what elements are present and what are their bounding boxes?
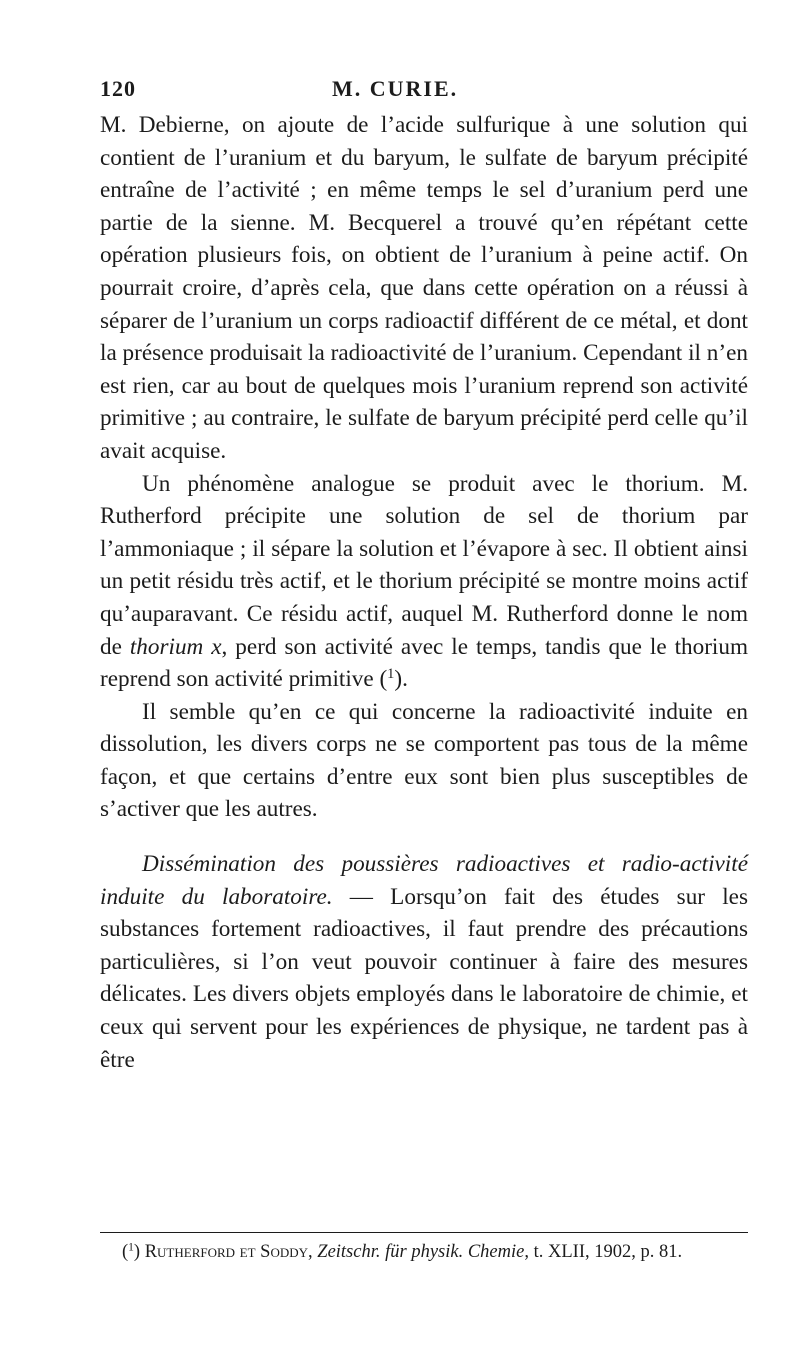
footnote-journal: Zeitschr. für physik. Chemie bbox=[317, 1242, 525, 1262]
paragraph-2 bbox=[100, 468, 748, 696]
footnote-text: ($^1$) Rutherford et Soddy, Zeitschr. für physik. Chemie, t. XLII, 1902, p. 81. bbox=[122, 1241, 683, 1262]
footnote-details: , t. XLII, 1902, p. 81. bbox=[524, 1242, 683, 1262]
paragraph-4 bbox=[100, 848, 748, 1076]
footnote bbox=[100, 1240, 748, 1265]
section-gap bbox=[100, 826, 748, 848]
footnote-authors: Rutherford et Soddy bbox=[144, 1242, 309, 1262]
paragraph-1: M. Debierne, on ajoute de l’acide sulfurique à une solution qui contient de l’uranium et du baryum, le sulfate de baryum précipité entraîne de l’activité ; en même temps le sel d’uranium perd une partie de la sienne. M. Becquerel a trouvé qu’en répétant cette opération plusieurs fois, on obtient de l’uranium à peine actif. On pourrait croire, d’après cela, que dans cette opération on a réussi à séparer de l’uranium un corps radioactif différent de ce métal, et dont la présence produisait la radioactivité de l’uranium. Cependant il n’en est rien, car au bout de quelques mois l’uranium reprend son activité primitive ; au contraire, le sulfate de baryum précipité perd celle qu’il avait acquise. bbox=[100, 112, 748, 464]
page-header bbox=[100, 76, 740, 106]
paragraph-2-text-cont: , perd son activité avec le temps, tandis que le thorium reprend son activité primitive ( bbox=[100, 633, 749, 693]
running-head: M. CURIE. bbox=[332, 76, 459, 101]
footnote-divider bbox=[100, 1232, 748, 1233]
footnote-separator: , bbox=[308, 1242, 318, 1262]
paragraph-2-end: ). bbox=[394, 666, 408, 693]
paragraph-3: Il semble qu’en ce qui concerne la radioactivité induite en dissolution, les divers corps ne se comportent pas tous de la même façon, et que certains d’entre eux sont bien plus susceptibles de s’activer que les autres. bbox=[100, 698, 748, 823]
paragraph-4-text: — Lorsqu’on fait des études sur les substances fortement radioactives, il faut prendre des précautions particulières, si l’on veut pouvoir continuer à faire des mesures délicates. Les divers objets employés dans le laboratoire de chimie, et ceux qui servent pour les expériences de physique, ne tardent pas à être bbox=[100, 883, 748, 1073]
body-text bbox=[100, 109, 748, 1076]
footnote-reference: 1 bbox=[387, 666, 395, 683]
footnote-marker: 1 bbox=[128, 1241, 134, 1254]
thorium-x-term: thorium x bbox=[129, 633, 222, 660]
paragraph-2-text: Un phénomène analogue se produit avec le thorium. M. Rutherford précipite une solution de sel de thorium par l’ammoniaque ; il sépare la solution et l’évapore à sec. Il obtient ainsi un petit résidu très actif, et le thorium précipité se montre moins actif qu’auparavant. Ce résidu actif, auquel M. Rutherford donne le nom de bbox=[100, 470, 748, 660]
page-number: 120 bbox=[100, 76, 136, 101]
section-heading: Dissémination des poussières radioactives et radio-activité induite du laboratoire. bbox=[100, 851, 748, 910]
